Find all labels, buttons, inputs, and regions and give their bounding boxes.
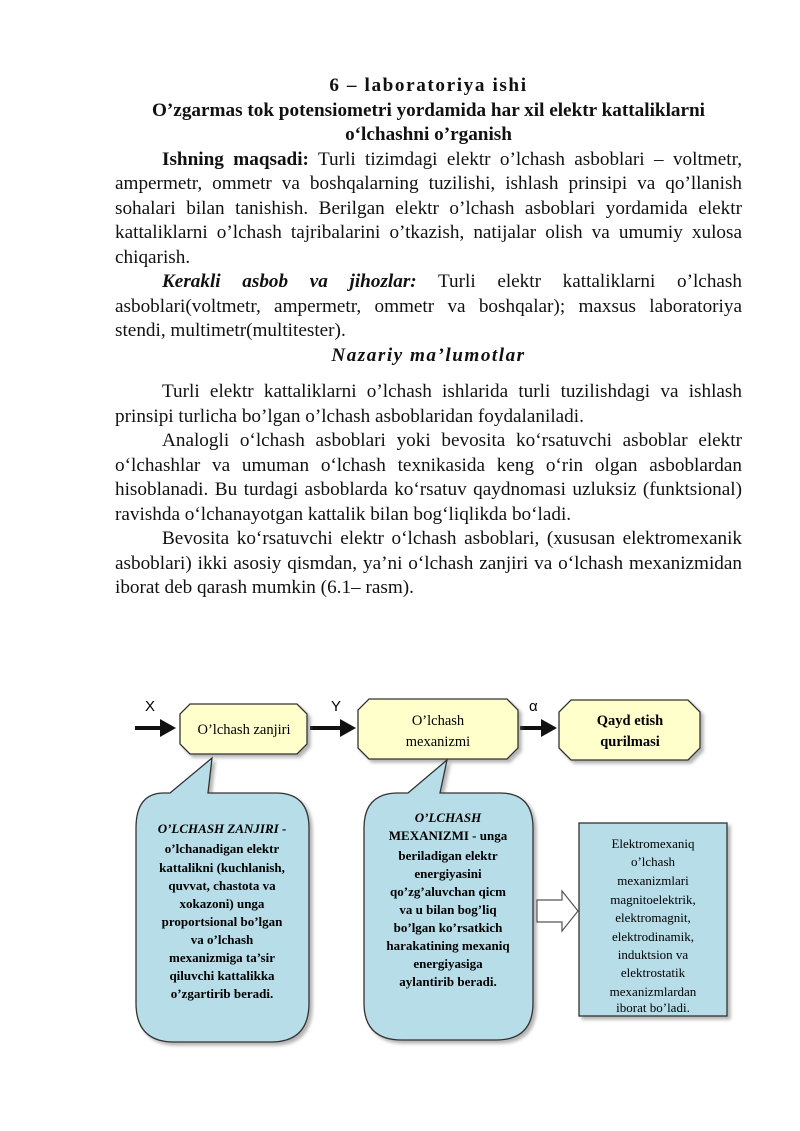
equipment-label: Kerakli asbob va jihozlar: — [162, 271, 417, 292]
box4-line-2: o’lchash — [630, 854, 676, 869]
box4-line-7: induktsion va — [617, 947, 689, 962]
bubble2-line-7: bo’lgan ko’rsatkich — [393, 920, 503, 935]
box-measuring-mechanism — [358, 699, 518, 759]
box4-line-9: mexanizmlardan — [609, 984, 697, 999]
arrow-y — [310, 719, 356, 737]
subtitle-line-2: o‘lchashni o’rganish — [345, 124, 512, 145]
bubble-measuring-circuit — [136, 758, 309, 1042]
label-alpha: α — [529, 698, 538, 715]
bubble2-line-1: O’LCHASH — [414, 810, 482, 825]
bubble2-line-3: beriladigan elektr — [398, 848, 498, 863]
box4-line-4: magnitoelektrik, — [610, 892, 696, 907]
box4-line-10: iborat bo’ladi. — [616, 1000, 690, 1015]
bubble-measuring-mechanism — [364, 760, 533, 1040]
theory-heading: Nazariy ma’lumotlar — [331, 344, 526, 366]
bubble1-line-2: o’lchanadigan elektr — [164, 841, 280, 856]
box4-line-8: elektrostatik — [620, 965, 686, 980]
bubble2-line-9: energiyasiga — [413, 956, 483, 971]
bubble2-line-5: qo’zg’aluvchan qicm — [390, 884, 506, 899]
theory-paragraph-3: Bevosita ko‘rsatuvchi elektr o‘lchash asboblari, (xususan elektromexanik asboblari) ikki asosiy qismdan, ya’ni o‘lchash zanjiri va o‘lchash mexanizmidan iborat deb qarash mumkin (6.1– rasm). — [115, 528, 742, 598]
arrow-alpha — [520, 719, 557, 737]
box4-line-6: elektrodinamik, — [612, 929, 694, 944]
equipment-text: Turli elektr kattaliklarni o’lchash asboblari(voltmetr, ampermetr, ommetr va boshqalar); maxsus laboratoriya stendi, multimetr(multitester). — [115, 271, 742, 341]
label-x: X — [145, 698, 156, 715]
box-recording-line-2: qurilmasi — [600, 734, 660, 750]
bubble1-line-1: O’LCHASH ZANJIRI - — [157, 821, 287, 836]
box-recording-line-1: Qayd etish — [596, 713, 664, 729]
bubble2-line-8: harakatining mexaniq — [386, 938, 510, 953]
bubble1-line-8: mexanizmiga ta’sir — [168, 950, 276, 965]
box-mechanism-line-1: O’lchash — [411, 713, 465, 729]
arrow-to-mechanisms — [537, 891, 578, 931]
box-electromechanical-mechanisms — [579, 823, 727, 1016]
label-y: Y — [331, 698, 342, 715]
bubble2-line-2: MEXANIZMI - unga — [388, 828, 508, 843]
bubble1-line-10: o’zgartirib beradi. — [170, 986, 274, 1001]
theory-paragraph-2: Analogli o‘lchash asboblari yoki bevosita ko‘rsatuvchi asboblar elektr o‘lchashlar va umuman o‘lchash texnikasida keng o‘rin olgan asboblardan hisoblanadi. Bu turdagi asboblarda ko‘rsatuv qaydnomasi uzluksiz (funktsional) ravishda o‘lchanayotgan kattalik bilan bog‘liqlikda bo‘ladi. — [115, 430, 742, 525]
box-mechanism-line-2: mexanizmi — [405, 734, 471, 750]
bubble1-line-4: quvvat, chastota va — [168, 878, 276, 893]
box4-line-3: mexanizmlari — [617, 873, 689, 888]
box4-line-1: Elektromexaniq — [611, 836, 695, 851]
goal-label: Ishning maqsadi: — [162, 148, 309, 170]
theory-paragraph-1: Turli elektr kattaliklarni o’lchash ishlarida turli tuzilishdagi va ishlash prinsipi turlicha bo’lgan o’lchash asboblaridan foydalaniladi. — [115, 381, 742, 427]
bubble1-line-9: qiluvchi kattalikka — [169, 968, 275, 983]
bubble1-line-7: va o’lchash — [190, 932, 254, 947]
goal-text: Turli tizimdagi elektr o’lchash asboblari – voltmetr, ampermetr, ommetr va boshqalarning tuzilishi, ishlash prinsipi va qo’llanish sohalari bilan tanishish. Berilgan elektr o’lchash asboblari yordamida elektr kattaliklarni o’lchash tajribalarini o’tkazish, natijalar olish va umumiy xulosa chiqarish. — [115, 148, 742, 268]
box-recording-device — [559, 700, 700, 760]
box-measuring-circuit-label: O’lchash zanjiri — [197, 722, 291, 738]
box-measuring-circuit — [180, 704, 307, 754]
bubble2-line-10: aylantirib beradi. — [399, 974, 497, 989]
arrow-x — [135, 719, 176, 737]
lab-title: 6 – laboratoriya ishi — [329, 75, 528, 96]
box4-line-5: elektromagnit, — [615, 910, 691, 925]
bubble1-line-6: proportsional bo’lgan — [161, 914, 283, 929]
svg-text:O’LCHASH ZANJIRI - — [158, 821, 287, 836]
bubble1-line-3: kattalikni (kuchlanish, — [159, 860, 285, 875]
subtitle-line-1: O’zgarmas tok potensiometri yordamida har xil elektr kattaliklarni — [151, 99, 706, 121]
bubble2-line-6: va u bilan bog’liq — [399, 902, 497, 917]
bubble2-line-4: energiyasini — [414, 866, 482, 881]
bubble1-line-5: xokazoni) unga — [179, 896, 265, 911]
